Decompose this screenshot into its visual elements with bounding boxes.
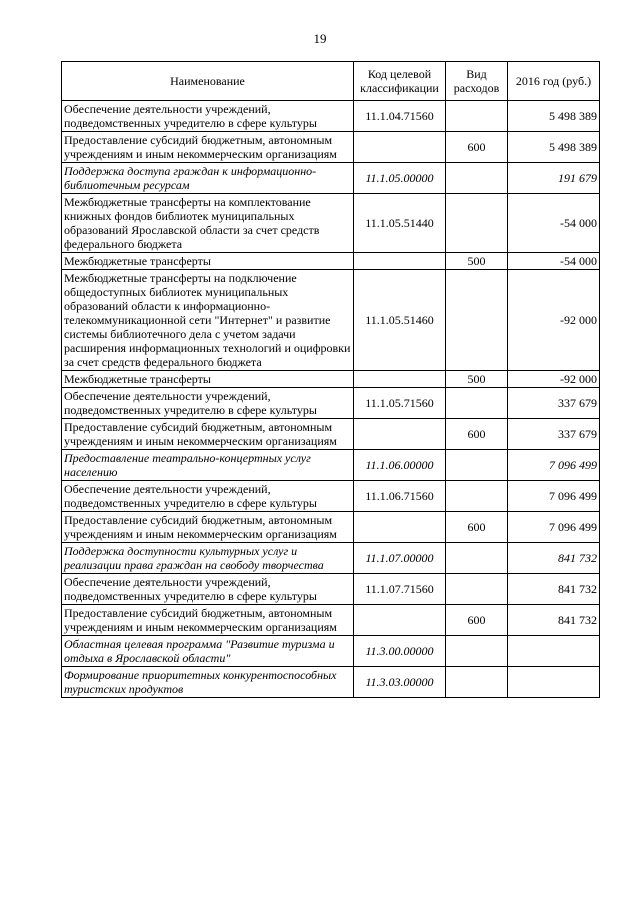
budget-table	[61, 61, 600, 698]
cell-amount: -54 000	[508, 253, 600, 270]
cell-amount: 5 498 389	[508, 132, 600, 163]
cell-kind	[446, 450, 508, 481]
cell-code	[354, 419, 446, 450]
cell-code: 11.1.05.51440	[354, 194, 446, 253]
table-row	[62, 270, 600, 371]
cell-name: Обеспечение деятельности учреждений, подведомственных учредителю в сфере культуры	[62, 101, 354, 132]
cell-kind	[446, 574, 508, 605]
cell-kind: 600	[446, 512, 508, 543]
cell-name: Предоставление субсидий бюджетным, автономным учреждениям и иным некоммерческим организациям	[62, 419, 354, 450]
cell-amount: 7 096 499	[508, 512, 600, 543]
cell-code	[354, 253, 446, 270]
cell-kind: 500	[446, 371, 508, 388]
cell-code: 11.3.03.00000	[354, 667, 446, 698]
table-row	[62, 388, 600, 419]
cell-name: Обеспечение деятельности учреждений, подведомственных учредителю в сфере культуры	[62, 574, 354, 605]
cell-code	[354, 371, 446, 388]
cell-amount: 841 732	[508, 543, 600, 574]
table-row	[62, 667, 600, 698]
cell-code: 11.1.05.00000	[354, 163, 446, 194]
cell-name: Межбюджетные трансферты	[62, 371, 354, 388]
cell-code: 11.1.04.71560	[354, 101, 446, 132]
cell-amount: -92 000	[508, 270, 600, 371]
cell-kind	[446, 101, 508, 132]
table-body	[62, 101, 600, 698]
cell-amount: 337 679	[508, 388, 600, 419]
cell-kind: 600	[446, 605, 508, 636]
cell-name: Областная целевая программа "Развитие туризма и отдыха в Ярославской области"	[62, 636, 354, 667]
cell-code: 11.1.07.00000	[354, 543, 446, 574]
page-number: 19	[313, 31, 327, 46]
header-name: Наименование	[62, 62, 354, 101]
cell-amount: -92 000	[508, 371, 600, 388]
cell-name: Обеспечение деятельности учреждений, подведомственных учредителю в сфере культуры	[62, 388, 354, 419]
cell-code: 11.1.06.00000	[354, 450, 446, 481]
cell-kind	[446, 667, 508, 698]
cell-kind: 600	[446, 419, 508, 450]
table-row	[62, 101, 600, 132]
cell-amount: -54 000	[508, 194, 600, 253]
table-row	[62, 450, 600, 481]
cell-code	[354, 512, 446, 543]
cell-kind	[446, 270, 508, 371]
cell-kind	[446, 636, 508, 667]
table-row	[62, 163, 600, 194]
cell-kind	[446, 543, 508, 574]
table-row	[62, 371, 600, 388]
cell-amount: 7 096 499	[508, 450, 600, 481]
cell-kind: 500	[446, 253, 508, 270]
cell-amount: 7 096 499	[508, 481, 600, 512]
cell-amount: 5 498 389	[508, 101, 600, 132]
table-row	[62, 574, 600, 605]
cell-kind: 600	[446, 132, 508, 163]
cell-amount: 337 679	[508, 419, 600, 450]
table-row	[62, 543, 600, 574]
cell-name: Предоставление театрально-концертных услуг населению	[62, 450, 354, 481]
cell-amount: 841 732	[508, 605, 600, 636]
cell-name: Межбюджетные трансферты	[62, 253, 354, 270]
cell-code: 11.1.05.51460	[354, 270, 446, 371]
table-row	[62, 481, 600, 512]
cell-name: Обеспечение деятельности учреждений, подведомственных учредителю в сфере культуры	[62, 481, 354, 512]
cell-name: Поддержка доступа граждан к информационно-библиотечным ресурсам	[62, 163, 354, 194]
cell-code	[354, 605, 446, 636]
table-header-row	[62, 62, 600, 101]
cell-kind	[446, 163, 508, 194]
cell-code: 11.1.07.71560	[354, 574, 446, 605]
header-kind: Вид расходов	[446, 62, 508, 101]
cell-name: Межбюджетные трансферты на подключение общедоступных библиотек муниципальных образований области к информационно-телекоммуникационной сети "Интернет" и развитие системы библиотечного дела с учетом задачи расширения информационных технологий и оцифровки за счет средств федерального бюджета	[62, 270, 354, 371]
cell-amount: 841 732	[508, 574, 600, 605]
header-amount: 2016 год (руб.)	[508, 62, 600, 101]
cell-amount	[508, 636, 600, 667]
cell-name: Поддержка доступности культурных услуг и реализации права граждан на свободу творчества	[62, 543, 354, 574]
cell-code: 11.3.00.00000	[354, 636, 446, 667]
cell-code	[354, 132, 446, 163]
header-code: Код целевой классификации	[354, 62, 446, 101]
cell-amount	[508, 667, 600, 698]
table-row	[62, 636, 600, 667]
cell-kind	[446, 388, 508, 419]
cell-amount: 191 679	[508, 163, 600, 194]
table-row	[62, 605, 600, 636]
table-row	[62, 253, 600, 270]
table-row	[62, 419, 600, 450]
cell-name: Предоставление субсидий бюджетным, автономным учреждениям и иным некоммерческим организациям	[62, 512, 354, 543]
cell-code: 11.1.05.71560	[354, 388, 446, 419]
cell-kind	[446, 481, 508, 512]
cell-name: Формирование приоритетных конкурентоспособных туристских продуктов	[62, 667, 354, 698]
table-row	[62, 132, 600, 163]
table-row	[62, 194, 600, 253]
cell-name: Межбюджетные трансферты на комплектование книжных фондов библиотек муниципальных образований Ярославской области за счет средств федерального бюджета	[62, 194, 354, 253]
cell-code: 11.1.06.71560	[354, 481, 446, 512]
cell-name: Предоставление субсидий бюджетным, автономным учреждениям и иным некоммерческим организациям	[62, 605, 354, 636]
table-row	[62, 512, 600, 543]
cell-kind	[446, 194, 508, 253]
cell-name: Предоставление субсидий бюджетным, автономным учреждениям и иным некоммерческим организациям	[62, 132, 354, 163]
